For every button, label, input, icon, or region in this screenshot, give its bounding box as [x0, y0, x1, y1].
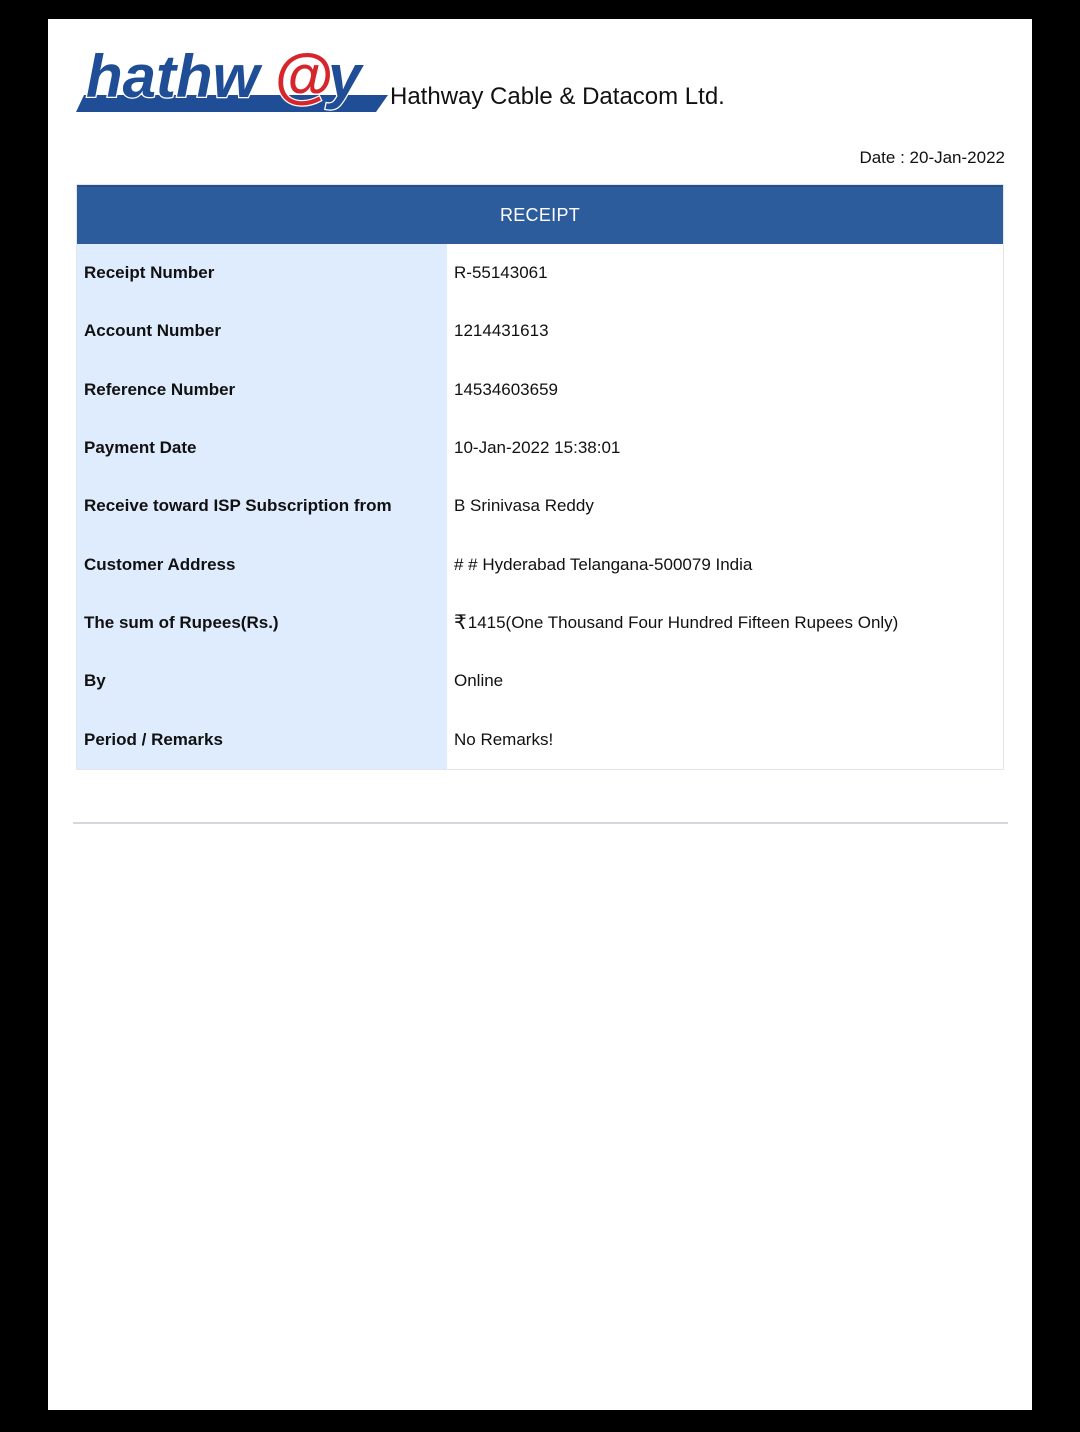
row-receipt-number — [77, 244, 1003, 302]
account-number-label: Account Number — [77, 302, 447, 360]
row-account-number — [77, 302, 1003, 360]
row-payment-date — [77, 419, 1003, 477]
account-number-value: 1214431613 — [447, 302, 1003, 360]
hathway-logo — [76, 45, 388, 117]
reference-number-label: Reference Number — [77, 361, 447, 419]
receipt-title: RECEIPT — [77, 185, 1003, 244]
remarks-label: Period / Remarks — [77, 710, 447, 768]
row-received-from — [77, 477, 1003, 535]
receipt-date: Date : 20-Jan-2022 — [859, 148, 1005, 167]
footer-divider — [73, 822, 1008, 824]
payment-mode-value: Online — [447, 652, 1003, 710]
customer-address-label: Customer Address — [77, 535, 447, 593]
customer-address-value: # # Hyderabad Telangana-500079 India — [447, 535, 1003, 593]
rupee-icon: ₹ — [454, 612, 467, 635]
row-payment-mode — [77, 652, 1003, 710]
payment-date-label: Payment Date — [77, 419, 447, 477]
receipt-number-value: R-55143061 — [447, 244, 1003, 302]
payment-mode-label: By — [77, 652, 447, 710]
payment-date-value: 10-Jan-2022 15:38:01 — [447, 419, 1003, 477]
row-reference-number — [77, 361, 1003, 419]
received-from-value: B Srinivasa Reddy — [447, 477, 1003, 535]
company-name: Hathway Cable & Datacom Ltd. — [390, 83, 725, 110]
amount-value-cell — [447, 594, 1003, 652]
svg-text:@: @ — [274, 45, 333, 110]
hathway-logo-mark — [76, 45, 388, 117]
row-remarks — [77, 710, 1003, 768]
svg-text:hathw: hathw — [86, 45, 260, 110]
row-amount — [77, 594, 1003, 652]
amount-value: 1415(One Thousand Four Hundred Fifteen Rupees Only) — [467, 612, 899, 632]
row-customer-address — [77, 535, 1003, 593]
receipt-table — [76, 184, 1004, 770]
reference-number-value: 14534603659 — [447, 361, 1003, 419]
amount-label: The sum of Rupees(Rs.) — [77, 594, 447, 652]
remarks-value: No Remarks! — [447, 710, 1003, 768]
received-from-label: Receive toward ISP Subscription from — [77, 477, 447, 535]
svg-text:y: y — [328, 45, 362, 110]
receipt-page — [48, 19, 1032, 1410]
receipt-number-label: Receipt Number — [77, 244, 447, 302]
